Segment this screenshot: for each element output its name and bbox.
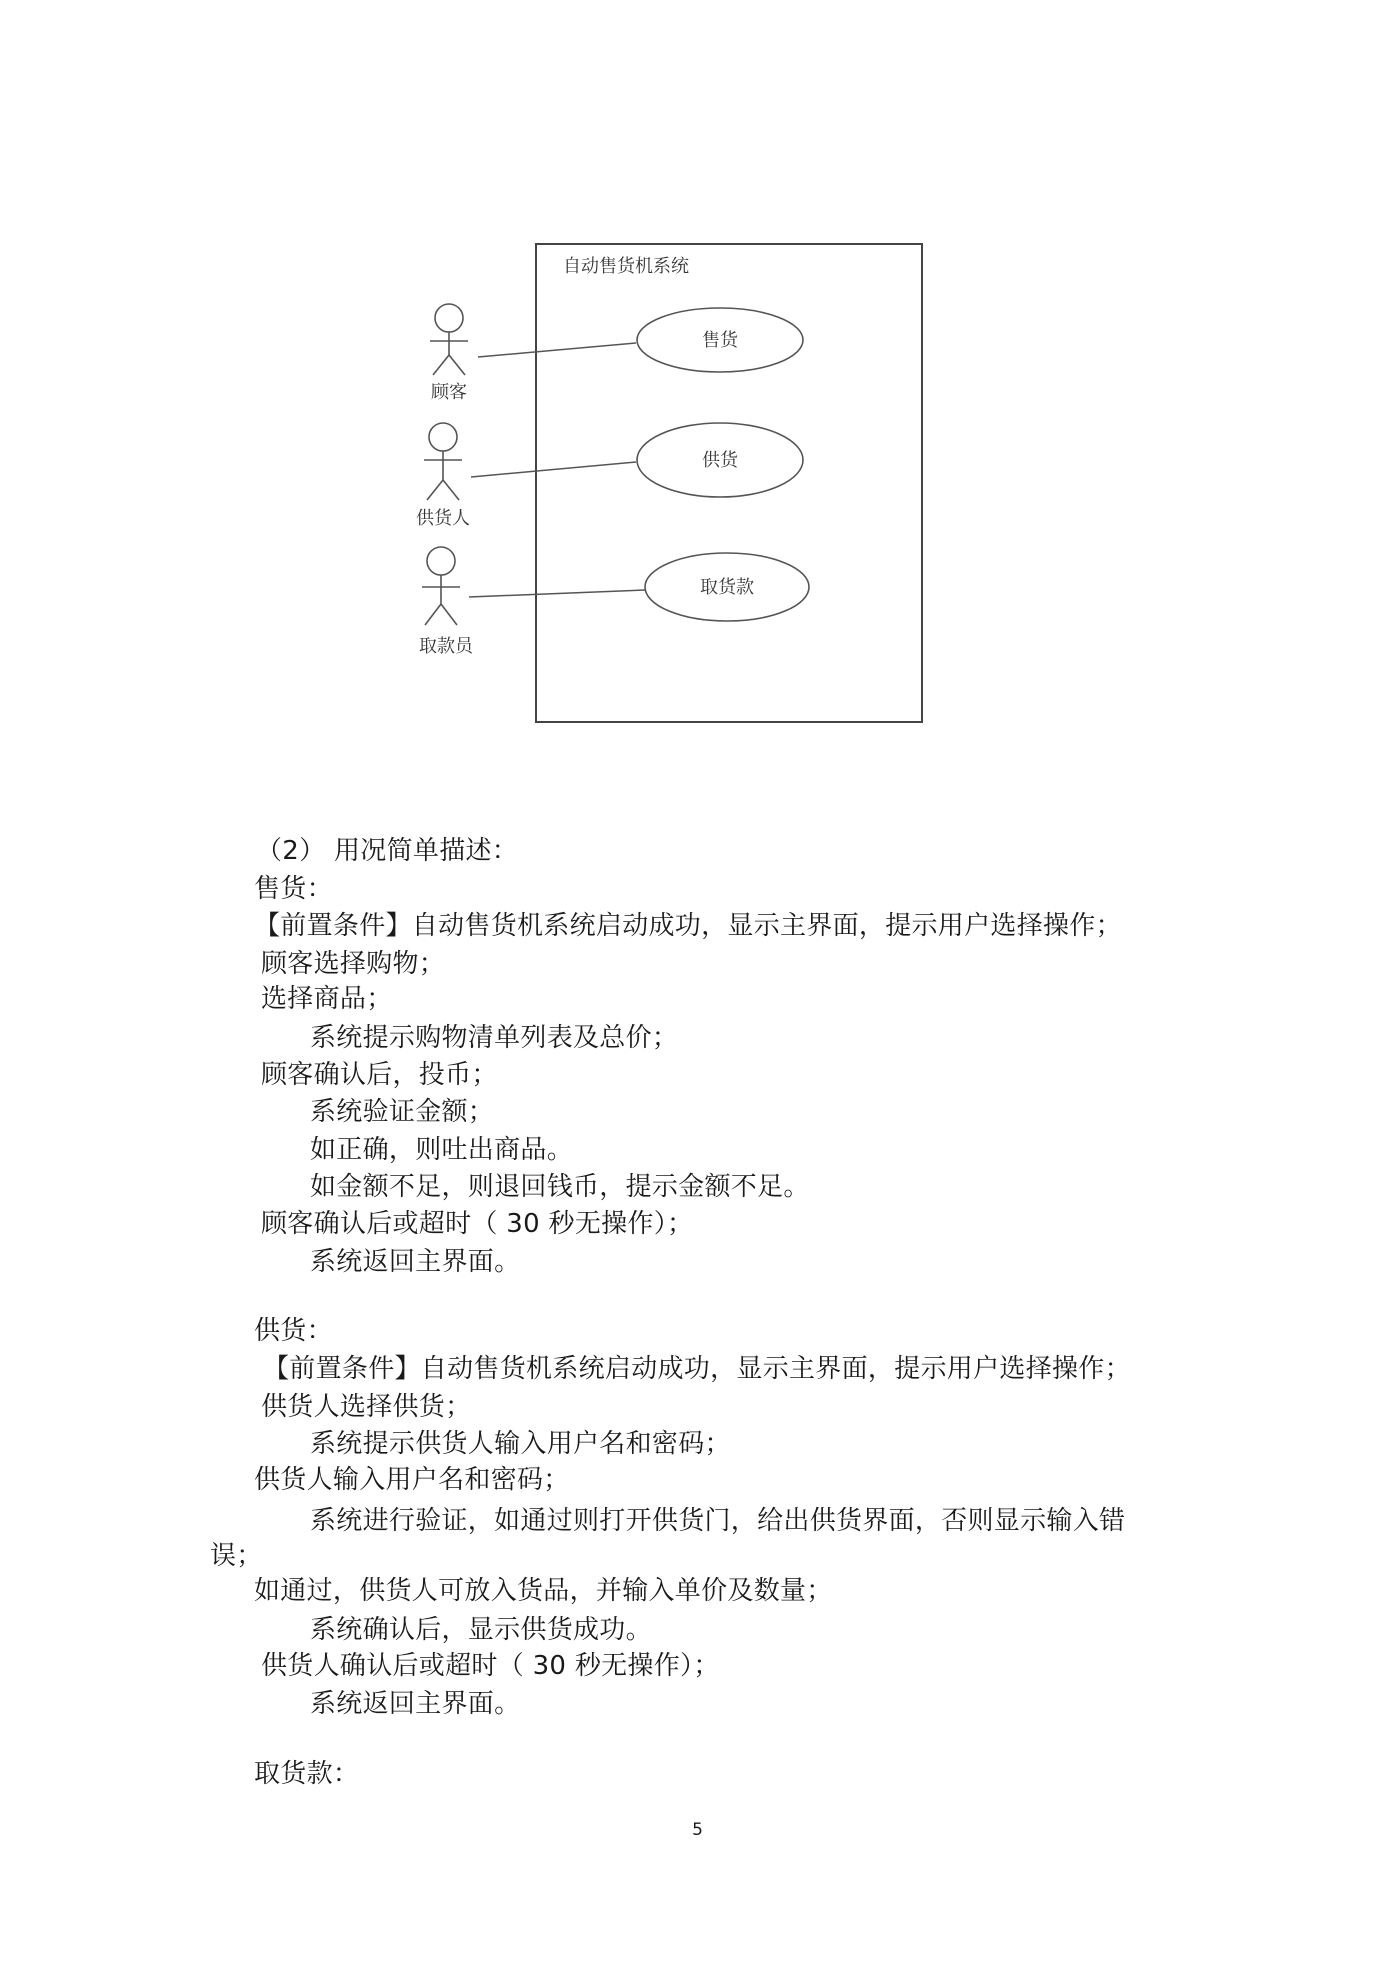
- association-customer-sell: [478, 343, 636, 357]
- sell-step: 系统提示购物清单列表及总价；: [310, 1023, 679, 1053]
- sell-heading: 售货：: [254, 874, 333, 904]
- use-case-supply-label: 供货: [702, 450, 738, 471]
- use-case-collect-payment-label: 取货款: [700, 577, 754, 598]
- system-label: 自动售货机系统: [563, 256, 689, 277]
- supply-precondition: 【前置条件】自动售货机系统启动成功，显示主界面，提示用户选择操作；: [263, 1354, 1131, 1384]
- sell-precondition: 【前置条件】自动售货机系统启动成功，显示主界面，提示用户选择操作；: [254, 911, 1122, 941]
- sell-step: 系统验证金额；: [310, 1097, 495, 1127]
- supply-step-continuation: 误；: [210, 1541, 263, 1571]
- sell-step: 顾客选择购物；: [261, 949, 446, 979]
- section-heading: （2） 用况简单描述：: [256, 836, 519, 866]
- use-case-sell-label: 售货: [702, 330, 738, 351]
- association-supplier-supply: [471, 462, 636, 477]
- supply-heading: 供货：: [254, 1316, 333, 1346]
- sell-step: 顾客确认后或超时（ 30 秒无操作）；: [261, 1209, 694, 1239]
- sell-step: 顾客确认后，投币；: [261, 1060, 498, 1090]
- supply-step: 供货人确认后或超时（ 30 秒无操作）；: [261, 1651, 720, 1681]
- supply-step: 系统确认后，显示供货成功。: [310, 1615, 652, 1645]
- supply-step: 供货人选择供货；: [261, 1392, 472, 1422]
- actor-supplier-label: 供货人: [416, 508, 470, 529]
- actor-customer-label: 顾客: [431, 382, 467, 403]
- actor-cashier-label: 取款员: [419, 636, 473, 657]
- system-boundary: [536, 244, 922, 722]
- sell-step: 如金额不足，则退回钱币，提示金额不足。: [310, 1172, 810, 1202]
- sell-step: 如正确，则吐出商品。: [310, 1135, 574, 1165]
- collect-payment-heading: 取货款：: [254, 1759, 360, 1789]
- actor-supplier: [424, 423, 462, 500]
- actor-cashier: [422, 547, 460, 625]
- supply-step: 系统返回主界面。: [310, 1689, 521, 1719]
- supply-step: 系统进行验证，如通过则打开供货门，给出供货界面，否则显示输入错: [310, 1506, 1126, 1536]
- page-number: 5: [692, 1820, 703, 1840]
- supply-step: 如通过，供货人可放入货品，并输入单价及数量；: [254, 1576, 833, 1606]
- supply-step: 供货人输入用户名和密码；: [254, 1465, 570, 1495]
- sell-step: 系统返回主界面。: [310, 1247, 521, 1277]
- supply-step: 系统提示供货人输入用户名和密码；: [310, 1429, 731, 1459]
- use-case-diagram: [0, 0, 1395, 760]
- actor-customer: [430, 304, 468, 375]
- sell-step: 选择商品；: [261, 984, 393, 1014]
- association-cashier-collect: [469, 590, 645, 597]
